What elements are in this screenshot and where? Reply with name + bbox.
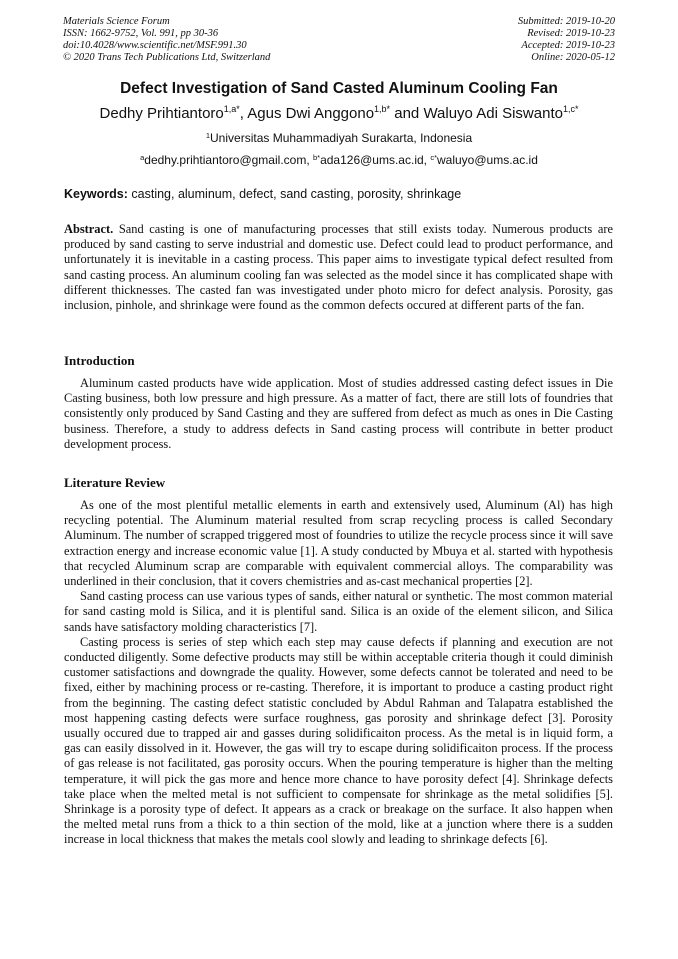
author-name: Dedhy Prihtiantoro	[99, 105, 224, 122]
paper-title: Defect Investigation of Sand Casted Aluminum Cooling Fan	[120, 80, 558, 97]
literature-review-heading: Literature Review	[64, 475, 166, 490]
revised-date: Revised: 2019-10-23	[527, 28, 615, 39]
doi-line[interactable]: doi:10.4028/www.scientific.net/MSF.991.30	[63, 40, 247, 51]
author-list	[0, 104, 678, 122]
email-sup: a	[140, 153, 145, 162]
affiliation	[0, 131, 678, 145]
abstract-text: Sand casting is one of manufacturing processes that still exists today. Numerous products are produced by sand casting to serve industrial and domestic use. Defect could lead to product performance, and unfortunately it is inevitable in a casting process. This paper aims to investigate typical defect resulted from sand casting process. An aluminum cooling fan was selected as the model since it has complicated shape with different thicknesses. The casted fan was investigated under photo micro for defect analysis. Porosity, gas inclusion, pinhole, and shrinkage were found as the common defects occured at different parts of the fan.	[64, 222, 613, 313]
paragraph: As one of the most plentiful metallic elements in earth and extensively used, Aluminum (Al) has high recycling potential. The Aluminum material resulted from scrap recycling process is called Secondary Aluminum. The number of scrapped triggered most of foundries to utilize the recycle process since it will save extraction energy and increase economic value [1]. A study conducted by Mbuya et al. started with hypothesis that recycled Aluminum scrap are comparable with equivalent commercial alloys. The comparability was underlined in their conclusion, that it covers chemistries and as-cast mechanical properties [2].	[64, 498, 613, 589]
author-name: Waluyo Adi Siswanto	[423, 105, 563, 122]
literature-review-body	[64, 498, 613, 848]
keywords	[64, 187, 461, 201]
email-link[interactable]: dedhy.prihtiantoro@gmail.com,	[144, 153, 313, 167]
paragraph: Sand casting process can use various types of sands, either natural or synthetic. The most common material for sand casting mold is Silica, and it is plentiful sand. Silica is an oxide of the element silicon, and Silica sands have satisfactory molding characteristics [7].	[64, 589, 613, 634]
issn-line: ISSN: 1662-9752, Vol. 991, pp 30-36	[63, 28, 219, 39]
abstract-label: Abstract.	[64, 222, 114, 236]
journal-info	[63, 16, 270, 64]
copyright-line: © 2020 Trans Tech Publications Ltd, Switzerland	[63, 52, 271, 63]
introduction-body	[64, 376, 613, 452]
paragraph: Casting process is series of step which each step may cause defects if planning and execution are not conducted diligently. Some defective products may still be within acceptable criteria though it could diminish customer satisfactions and downgrade the quality. However, some defects cannot be tolerated and need to be fixed, either by machining process or re-casting. Therefore, it is important to produce a casting product right from the beginning. The casting defect statistic concluded by Abdul Rahman and Talapatra established the most happening casting defects were surface roughness, gas porosity and shrinkage defect [3]. Porosity usually occured due to trapped air and gasses during solidificaiton process. As the metal is in liquid form, a gas can easily dissolved in it. However, the gas will try to escape during solidificaiton process. If the process of gas release is not facilitated, gas porosity occurs. When the pouring temperature is higher than the melting temperature, it will pick the gas more and hence more chance to have porosity defect [4]. Shrinkage defects take place when the melted metal is not sufficient to compensate for shrinkage as the metal solidifies [5]. Shrinkage is a porosity type of defect. It appears as a crack or breakage on the surface. It also happen when the melted metal runs from a thick to a thin section of the mold, like at a junction where there is a sudden increase in local thickness that makes the metals cool slowly and leading to shrinkage defects [6].	[64, 634, 613, 847]
affiliation-text: Universitas Muhammadiyah Surakarta, Indonesia	[210, 131, 473, 145]
author-sup: 1,b*	[374, 104, 391, 114]
keywords-text: casting, aluminum, defect, sand casting, porosity, shrinkage	[131, 187, 462, 201]
keywords-label: Keywords:	[64, 187, 128, 201]
accepted-date: Accepted: 2019-10-23	[521, 40, 615, 51]
affiliation-sup: 1	[205, 131, 211, 140]
dates-info	[518, 16, 615, 64]
email-list	[0, 153, 678, 167]
email-sup: c*	[430, 153, 437, 162]
introduction-heading: Introduction	[64, 353, 135, 368]
submitted-date: Submitted: 2019-10-20	[517, 16, 615, 27]
email-link[interactable]: waluyo@ums.ac.id	[437, 153, 538, 167]
email-sup: b*	[312, 153, 321, 162]
author-name: Agus Dwi Anggono	[247, 105, 375, 122]
author-sep: ,	[239, 105, 248, 122]
online-date: Online: 2020-05-12	[531, 52, 615, 63]
paragraph: Aluminum casted products have wide application. Most of studies addressed casting defect issues in Die Casting business, both low pressure and high pressure. As a matter of fact, there are still lots of foundries that consistently only produced by Sand Casting and they are suffered from defect as much as ones in Die Casting business. Therefore, a study to address defects in Sand casting process will contribute in better product development process.	[64, 376, 613, 451]
journal-name: Materials Science Forum	[63, 16, 170, 27]
author-sup: 1,c*	[562, 104, 579, 114]
author-sup: 1,a*	[223, 104, 240, 114]
author-sep: and	[390, 105, 424, 122]
email-link[interactable]: ada126@ums.ac.id,	[320, 153, 431, 167]
abstract	[64, 222, 613, 313]
